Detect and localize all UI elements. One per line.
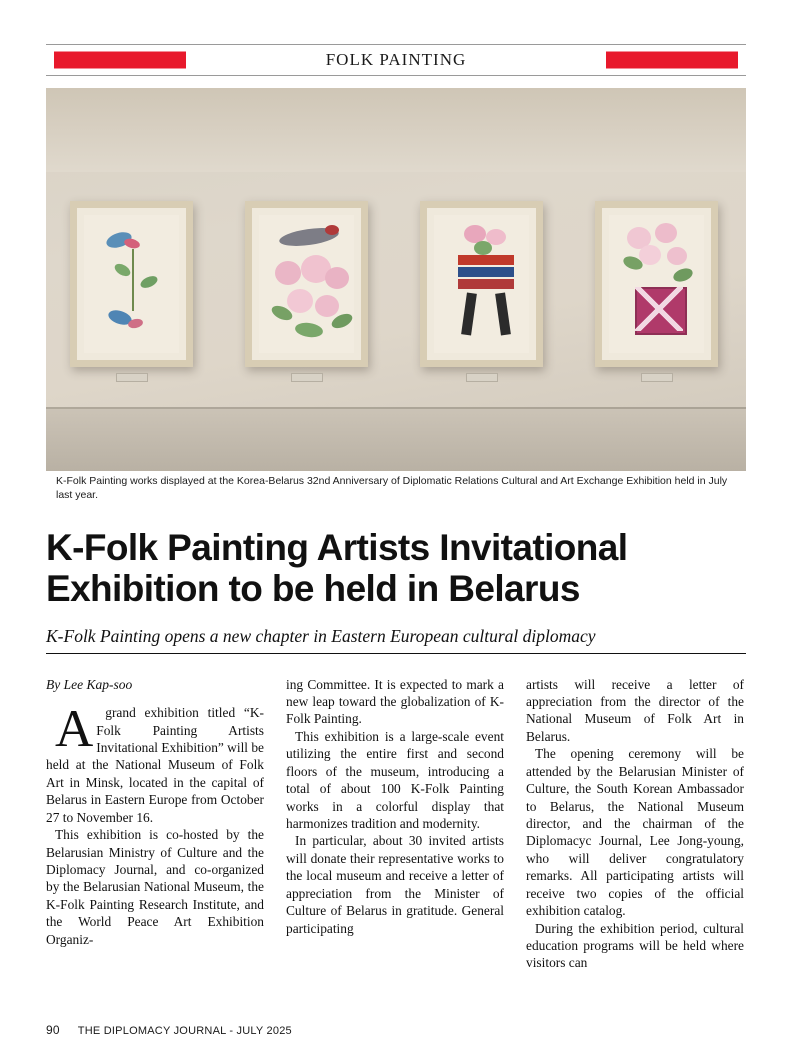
paragraph-1-1 [46,700,265,826]
framed-artwork-3 [420,201,543,367]
paragraph-2-2: This exhibition is a large-scale event utilizing the entire first and second floors of the museum, introducing a total of about 100 K-Folk Painting works in a colorful display that harmonizes tradition and modernity. [286,728,504,831]
artwork-wall-label-4 [641,373,673,382]
article-body [46,676,746,972]
framed-artwork-1 [70,201,193,367]
paragraph-1-1-text: grand exhibition titled “K-Folk Painting Artists Invitational Exhibition” will be held at the National Museum of Folk Art in Minsk, located in the capital of Belarus in Eastern Europe from October 27 to November 16. [46,705,265,825]
photo-ceiling [46,88,746,172]
drop-cap: A [55,700,94,759]
artwork-canvas-1 [84,215,179,353]
column-1 [46,676,264,972]
header-accent-bar-left [54,52,186,69]
article-subhead: K-Folk Painting opens a new chapter in Eastern European cultural diplomacy [46,626,746,654]
artwork-wall-label-1 [116,373,148,382]
page-number: 90 [46,1023,60,1037]
paragraph-2-1: ing Committee. It is expected to mark a new leap toward the globalization of K-Folk Painting. [286,676,504,727]
article-headline [46,527,746,610]
header-accent-bar-right [606,52,738,69]
section-title: FOLK PAINTING [312,50,481,70]
paragraph-3-1: artists will receive a letter of appreciation from the director of the National Museum of Folk Art in Belarus. [526,676,744,744]
paragraph-3-2: The opening ceremony will be attended by the Belarusian Minister of Culture, the South Korean Ambassador to Belarus, the National Museum director, and the chairman of the Diplomacyc Journal, Lee Jong-young, who will deliver congratulatory remarks. All participating artists will receive two copies of the official exhibition catalog. [526,746,744,919]
byline: By Lee Kap-soo [46,676,133,692]
column-2 [286,676,504,972]
photo-wall-line [46,407,746,409]
paragraph-1-2: This exhibition is co-hosted by the Belarusian Ministry of Culture and the Diplomacy Journal, and co-organized by the Belarusian National Museum, the K-Folk Painting Research Institute, and the World Peace Art Exhibition Organiz- [46,827,264,947]
framed-artwork-2 [245,201,368,367]
publication-name: THE DIPLOMACY JOURNAL - JULY 2025 [77,1025,292,1037]
page-footer [46,1023,746,1037]
paragraph-2-3: In particular, about 30 invited artists will donate their representative works to the local museum and receive a letter of appreciation from the Minister of Culture of Belarus in gratitude. General participating [286,833,504,936]
lead-photo-block [46,88,746,503]
page-header [46,44,746,76]
framed-artwork-4 [595,201,718,367]
artwork-canvas-3 [434,215,529,353]
headline-line-2: Exhibition to be held in Belarus [46,568,580,610]
artwork-canvas-2 [259,215,354,353]
photo-caption: K-Folk Painting works displayed at the Korea-Belarus 32nd Anniversary of Diplomatic Relations Cultural and Art Exchange Exhibition held in July last year. [56,475,728,501]
headline-line-1: K-Folk Painting Artists Invitational [46,526,628,568]
paragraph-3-3: During the exhibition period, cultural education programs will be held where visitors can [526,920,744,971]
gallery-photo [46,88,746,471]
column-3 [526,676,744,972]
artwork-canvas-4 [609,215,704,353]
photo-floor [46,409,746,471]
artwork-wall-label-2 [291,373,323,382]
artwork-wall-label-3 [466,373,498,382]
